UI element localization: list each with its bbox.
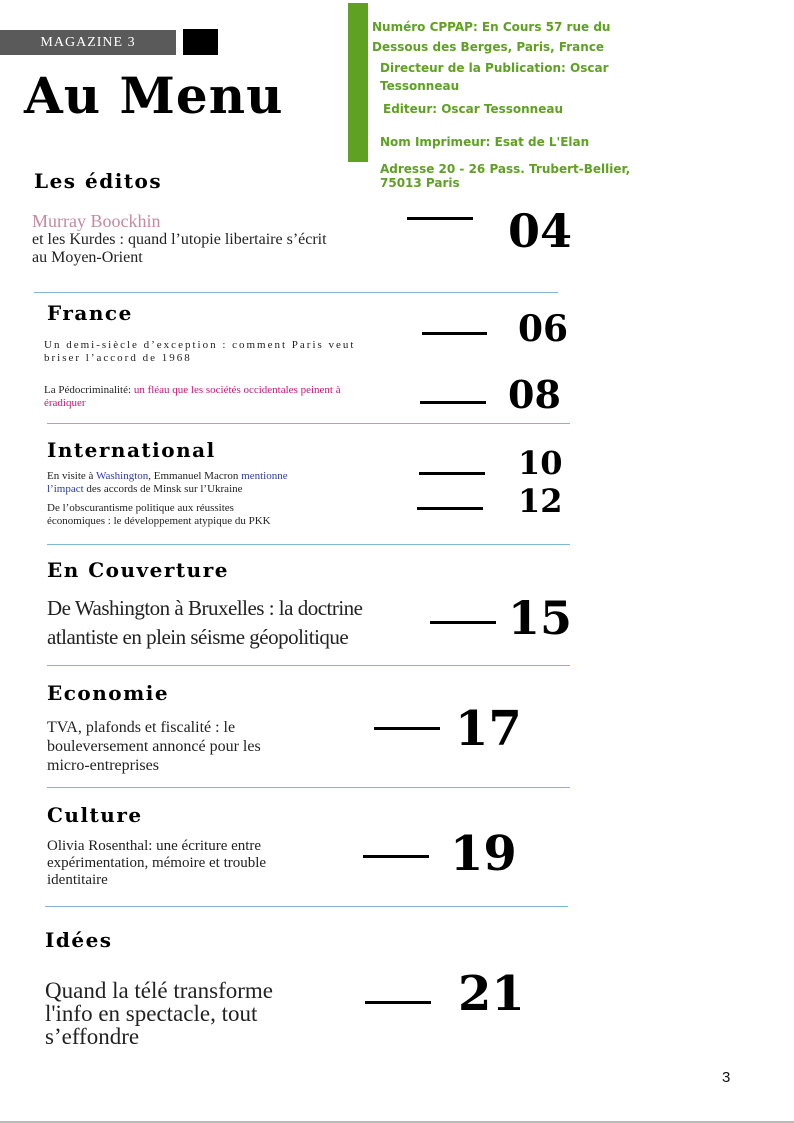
- page-number: 3: [722, 1069, 731, 1086]
- section-heading-international: International: [47, 438, 216, 462]
- page-number-international-2: 12: [518, 482, 563, 520]
- dash-rule: [374, 727, 440, 730]
- article-line: De l’obscurantisme politique aux réussites: [47, 502, 234, 514]
- article-line: De Washington à Bruxelles : la doctrine: [47, 596, 363, 620]
- article-line: briser l’accord de 1968: [44, 352, 192, 364]
- info-printer: Nom Imprimeur: Esat de L'Elan: [380, 135, 590, 149]
- article-line: expérimentation, mémoire et trouble: [47, 855, 267, 871]
- article-line: au Moyen-Orient: [32, 249, 143, 266]
- article-line: Quand la télé transforme: [45, 978, 273, 1003]
- article-line: économiques : le développement atypique du PKK: [47, 515, 271, 527]
- link-text[interactable]: Washington: [95, 470, 149, 482]
- magazine-label: MAGAZINE 3: [0, 30, 176, 55]
- link-text[interactable]: mentionne: [241, 470, 288, 482]
- dash-rule: [419, 472, 485, 475]
- section-divider: [47, 423, 570, 424]
- page-number-france-2: 08: [508, 372, 561, 417]
- article-line: Olivia Rosenthal: une écriture entre: [47, 838, 262, 854]
- dash-rule: [420, 401, 486, 404]
- dash-rule: [417, 507, 483, 510]
- article-line: un fléau que les sociétés occidentales peinent à: [133, 384, 341, 396]
- article-economie[interactable]: [47, 718, 261, 775]
- black-square-decoration: [183, 29, 218, 55]
- article-international-1[interactable]: [47, 470, 288, 496]
- section-divider: [45, 906, 568, 907]
- article-france-2[interactable]: [44, 384, 341, 410]
- green-accent-bar: [348, 3, 368, 162]
- article-line: et les Kurdes : quand l’utopie libertaire s’écrit: [32, 231, 327, 248]
- section-divider: [47, 544, 570, 545]
- article-text: En visite à: [47, 470, 96, 482]
- article-idees[interactable]: [45, 979, 273, 1048]
- section-heading-economie: Economie: [47, 681, 170, 705]
- article-couverture[interactable]: [47, 594, 363, 652]
- page-number-culture: 19: [450, 826, 517, 882]
- article-line: atlantiste en plein séisme géopolitique: [47, 625, 349, 649]
- page-number-international-1: 10: [518, 444, 563, 482]
- info-editor: Editeur: Oscar Tessonneau: [383, 102, 563, 116]
- section-heading-france: France: [47, 301, 133, 325]
- info-cppap-line1: Numéro CPPAP: En Cours 57 rue du: [372, 20, 611, 34]
- section-divider: [34, 292, 558, 293]
- page-title: Au Menu: [24, 66, 284, 125]
- dash-rule: [363, 855, 429, 858]
- info-director-line1: Directeur de la Publication: Oscar: [380, 61, 609, 75]
- article-line: l'info en spectacle, tout: [45, 1001, 258, 1026]
- section-divider: [47, 665, 570, 666]
- article-text: , Emmanuel Macron: [148, 470, 242, 482]
- info-address-line1: Adresse 20 - 26 Pass. Trubert-Bellier,: [380, 162, 631, 176]
- section-heading-editos: Les éditos: [34, 169, 163, 193]
- section-heading-couverture: En Couverture: [47, 558, 229, 582]
- article-line: éradiquer: [44, 397, 86, 409]
- dash-rule: [422, 332, 487, 335]
- page-number-france-1: 06: [518, 308, 569, 350]
- info-cppap-line2: Dessous des Berges, Paris, France: [372, 40, 605, 54]
- article-line: micro-entreprises: [47, 757, 159, 774]
- article-text: des accords de Minsk sur l’Ukraine: [83, 483, 243, 495]
- article-line: TVA, plafonds et fiscalité : le: [47, 719, 236, 736]
- info-director-line2: Tessonneau: [380, 79, 460, 93]
- article-line: bouleversement annoncé pour les: [47, 738, 261, 755]
- dash-rule: [407, 217, 473, 220]
- dash-rule: [430, 621, 496, 624]
- article-author: Murray Boockhin: [32, 211, 161, 231]
- section-divider: [47, 787, 570, 788]
- section-heading-culture: Culture: [47, 803, 143, 827]
- article-culture[interactable]: [47, 838, 266, 889]
- article-line: identitaire: [47, 872, 108, 888]
- article-france-1[interactable]: [44, 339, 356, 365]
- article-editos[interactable]: [32, 231, 327, 267]
- dash-rule: [365, 1001, 431, 1004]
- article-prefix: La Pédocriminalité:: [44, 384, 134, 396]
- page-number-couverture: 15: [508, 591, 573, 645]
- section-heading-idees: Idées: [45, 928, 113, 952]
- article-line: s’effondre: [45, 1024, 140, 1049]
- page-number-editos: 04: [508, 204, 573, 258]
- page-number-economie: 17: [455, 701, 522, 757]
- info-address-line2: 75013 Paris: [380, 176, 460, 190]
- page-number-idees: 21: [458, 966, 525, 1022]
- article-line: Un demi-siècle d’exception : comment Paris veut: [44, 339, 356, 351]
- link-text[interactable]: l’impact: [47, 483, 84, 495]
- article-international-2[interactable]: [47, 502, 271, 528]
